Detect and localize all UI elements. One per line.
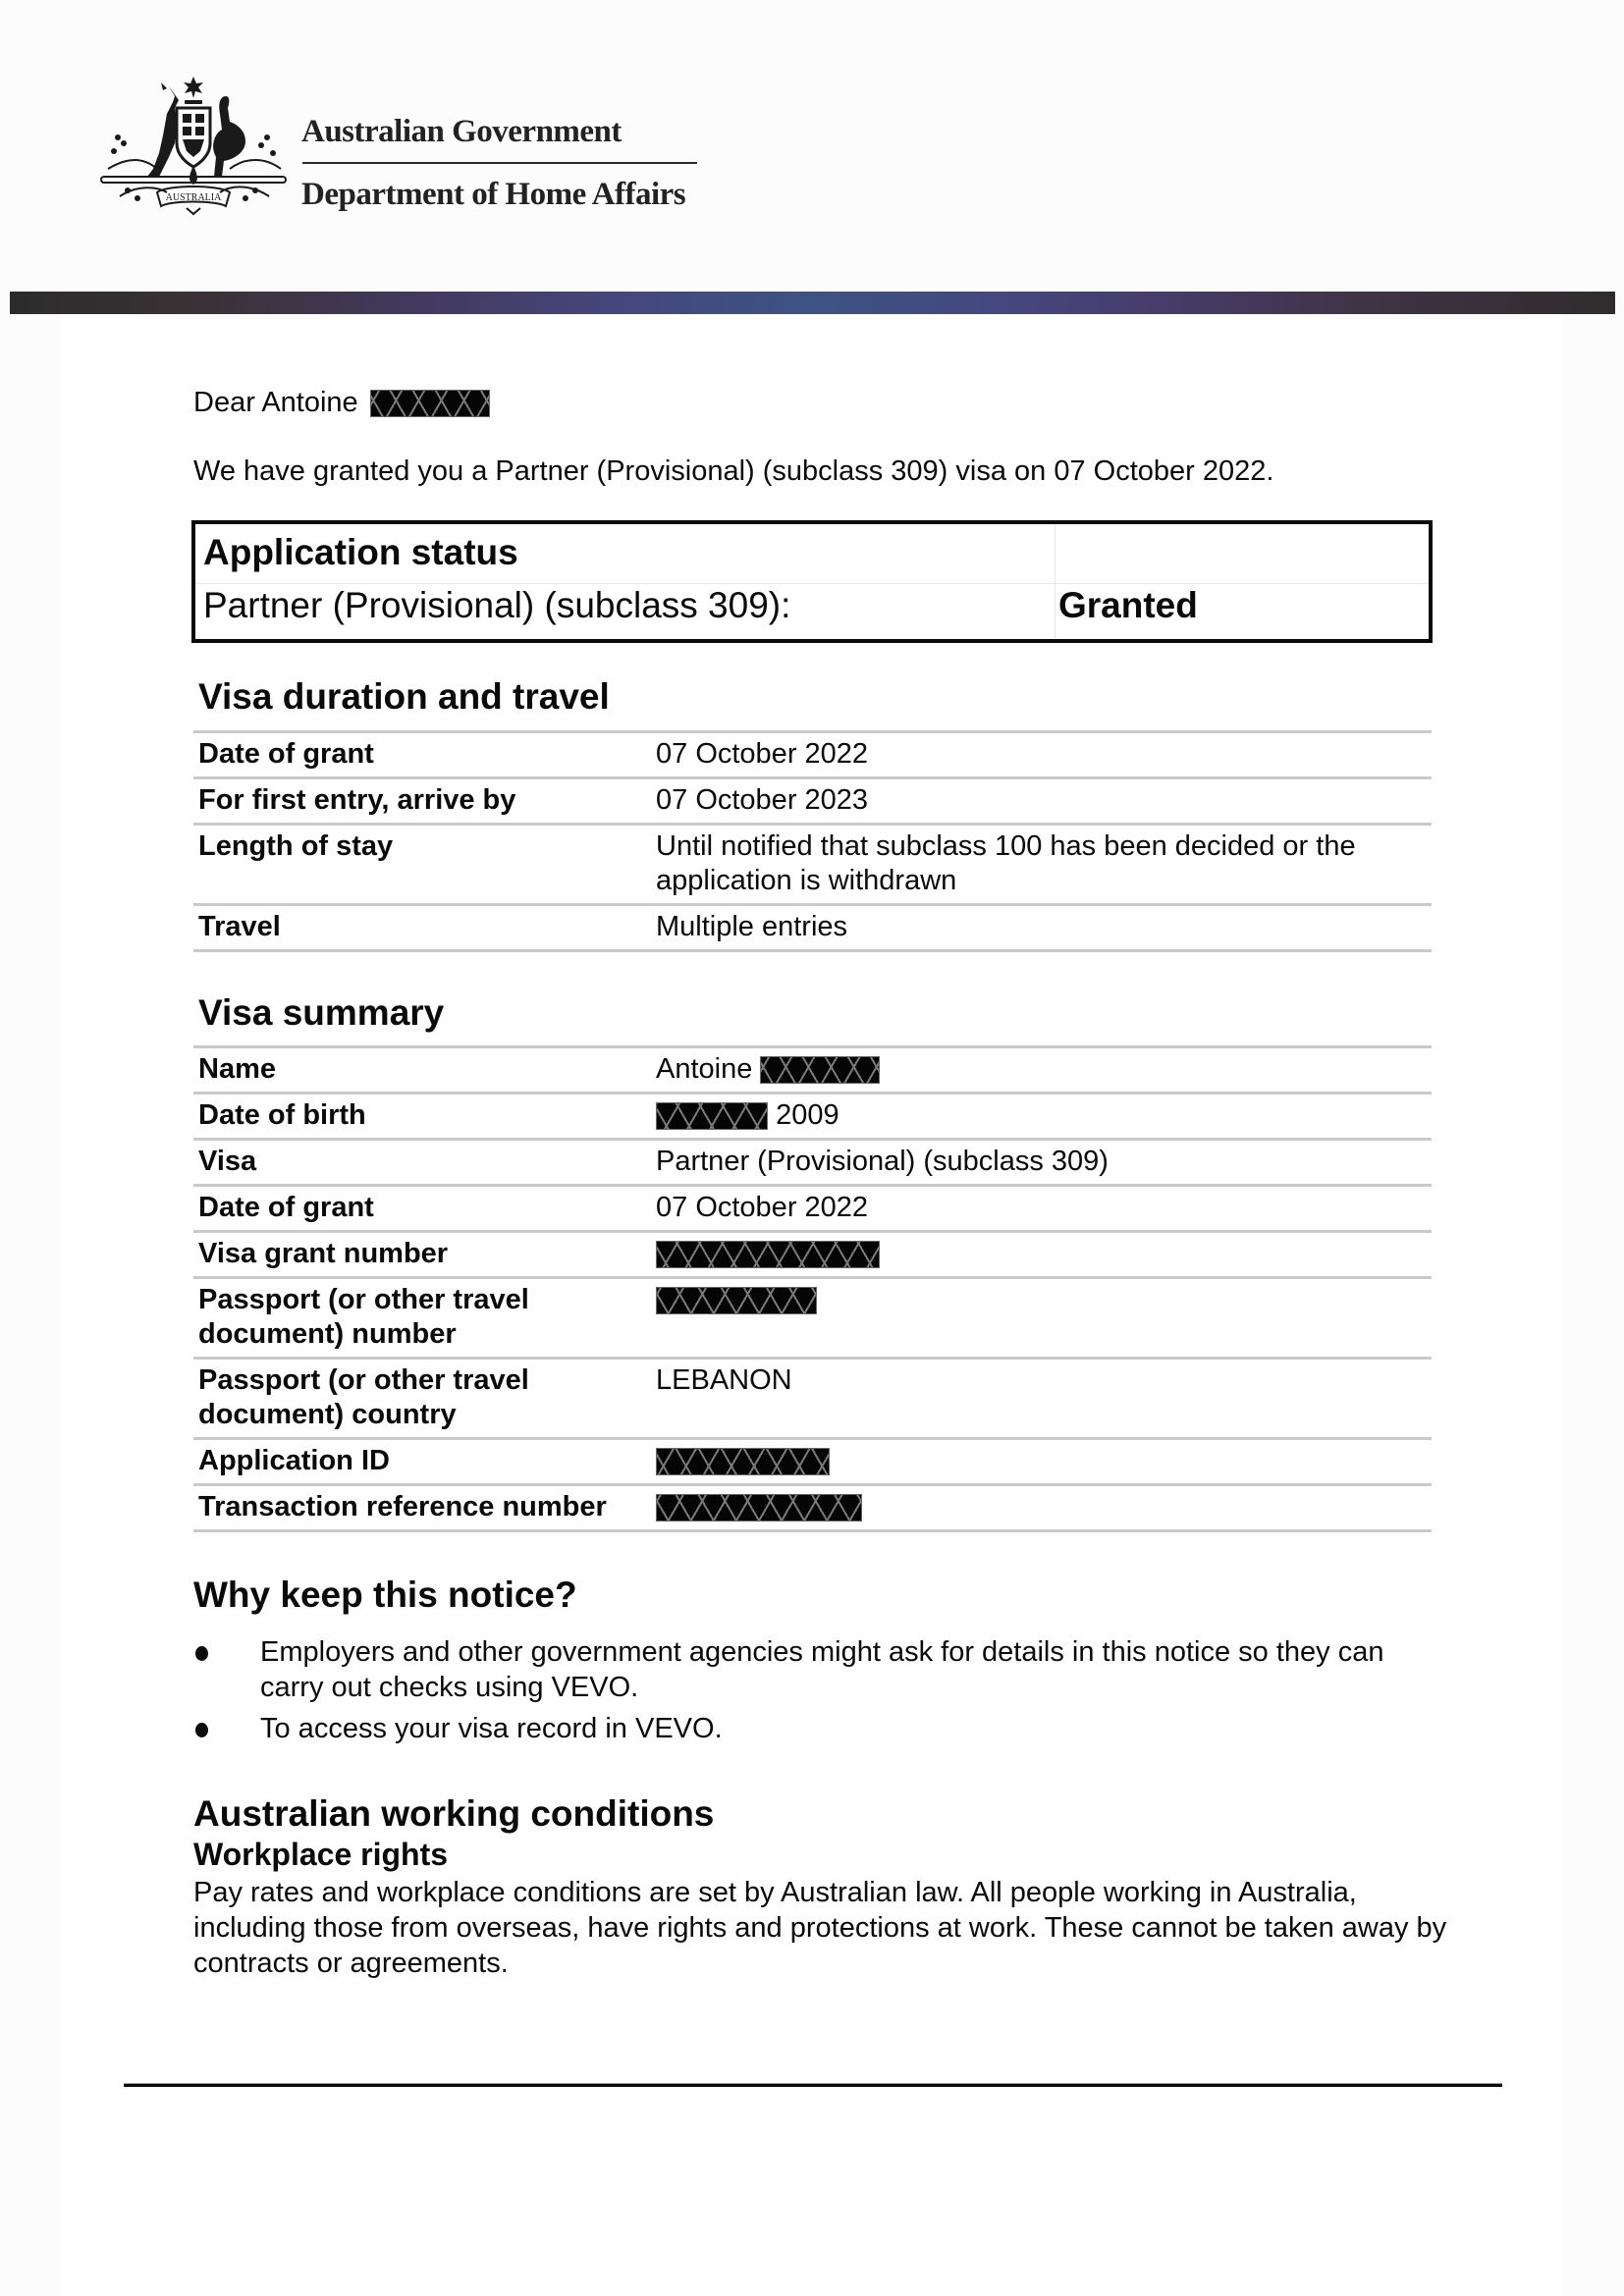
redacted-birth-day-month bbox=[656, 1102, 768, 1130]
name-first: Antoine bbox=[656, 1053, 753, 1085]
row-value bbox=[656, 1095, 1432, 1138]
application-status-box bbox=[191, 520, 1433, 643]
footer-rule bbox=[124, 2083, 1502, 2087]
header-gradient-bar bbox=[10, 292, 1615, 314]
bullet-icon bbox=[195, 1723, 208, 1737]
table-row bbox=[193, 1276, 1432, 1357]
crest-motto: AUSTRALIA bbox=[165, 192, 222, 203]
row-label: Visa bbox=[198, 1146, 257, 1177]
row-label: Date of grant bbox=[198, 1192, 374, 1223]
row-label: Length of stay bbox=[198, 830, 394, 862]
row-value bbox=[656, 1048, 1432, 1092]
table-row bbox=[193, 1184, 1432, 1230]
row-value: 07 October 2022 bbox=[656, 738, 869, 770]
row-label: Application ID bbox=[198, 1445, 390, 1476]
table-row bbox=[193, 903, 1432, 952]
redacted-application-id bbox=[656, 1448, 830, 1475]
why-keep-title: Why keep this notice? bbox=[193, 1575, 577, 1615]
visa-duration-table bbox=[193, 730, 1432, 952]
row-label: Passport (or other travel document) number bbox=[198, 1284, 529, 1350]
row-label: For first entry, arrive by bbox=[198, 784, 516, 816]
redacted-passport-number bbox=[656, 1287, 817, 1314]
status-row-divider bbox=[195, 583, 1429, 584]
row-label: Travel bbox=[198, 911, 281, 942]
row-value bbox=[656, 1279, 1432, 1357]
row-value bbox=[656, 1233, 1432, 1276]
status-column-divider bbox=[1055, 524, 1056, 639]
birth-year: 2009 bbox=[776, 1099, 839, 1131]
table-row bbox=[193, 1138, 1432, 1184]
list-item bbox=[193, 1711, 1431, 1746]
application-status-label: Partner (Provisional) (subclass 309): bbox=[203, 585, 791, 625]
org-name-department: Department of Home Affairs bbox=[301, 177, 686, 212]
row-value: Partner (Provisional) (subclass 309) bbox=[656, 1146, 1109, 1177]
list-item-text: Employers and other government agencies might ask for details in this notice so they can carry out checks using VEVO. bbox=[260, 1636, 1384, 1703]
org-name-government: Australian Government bbox=[301, 114, 622, 149]
table-row bbox=[193, 1045, 1432, 1092]
row-label: Visa grant number bbox=[198, 1238, 449, 1269]
table-row bbox=[193, 1437, 1432, 1483]
redacted-surname bbox=[370, 390, 490, 417]
visa-duration-title: Visa duration and travel bbox=[198, 676, 610, 717]
redacted-surname bbox=[760, 1056, 880, 1084]
application-status-value: Granted bbox=[1058, 585, 1198, 625]
row-value: LEBANON bbox=[656, 1364, 792, 1396]
row-label: Passport (or other travel document) country bbox=[198, 1364, 529, 1430]
row-label: Name bbox=[198, 1053, 276, 1085]
why-keep-list bbox=[193, 1634, 1431, 1752]
row-value: 07 October 2022 bbox=[656, 1192, 869, 1223]
table-row bbox=[193, 1230, 1432, 1276]
bullet-icon bbox=[195, 1646, 208, 1661]
visa-summary-table bbox=[193, 1045, 1432, 1532]
table-row bbox=[193, 1483, 1432, 1532]
australian-coat-of-arms-icon bbox=[98, 75, 290, 218]
visa-summary-title: Visa summary bbox=[198, 992, 445, 1033]
row-label: Transaction reference number bbox=[198, 1491, 607, 1522]
table-row bbox=[193, 776, 1432, 823]
row-value: Multiple entries bbox=[656, 911, 848, 942]
table-row bbox=[193, 730, 1432, 776]
table-row bbox=[193, 1357, 1432, 1437]
row-value: Until notified that subclass 100 has been decided or the application is withdrawn bbox=[656, 830, 1356, 896]
workplace-rights-subtitle: Workplace rights bbox=[193, 1837, 449, 1872]
application-status-title: Application status bbox=[203, 532, 518, 572]
intro-paragraph: We have granted you a Partner (Provisional) (subclass 309) visa on 07 October 2022. bbox=[193, 455, 1274, 487]
row-value bbox=[656, 1440, 1432, 1483]
row-label: Date of grant bbox=[198, 738, 374, 770]
list-item-text: To access your visa record in VEVO. bbox=[260, 1713, 723, 1744]
redacted-visa-grant-number bbox=[656, 1241, 880, 1268]
row-value bbox=[656, 1486, 1432, 1529]
working-conditions-title: Australian working conditions bbox=[193, 1793, 715, 1834]
list-item bbox=[193, 1634, 1431, 1705]
row-value: 07 October 2023 bbox=[656, 784, 869, 816]
org-divider bbox=[302, 162, 697, 164]
redacted-transaction-reference bbox=[656, 1494, 862, 1522]
salutation bbox=[193, 385, 490, 420]
workplace-rights-body: Pay rates and workplace conditions are set by Australian law. All people working in Australia, including those from overseas, have rights and protections at work. These cannot be taken away by contracts or agreements. bbox=[193, 1877, 1447, 1979]
row-label: Date of birth bbox=[198, 1099, 366, 1131]
table-row bbox=[193, 1092, 1432, 1138]
table-row bbox=[193, 823, 1432, 903]
salutation-text: Dear Antoine bbox=[193, 387, 358, 418]
